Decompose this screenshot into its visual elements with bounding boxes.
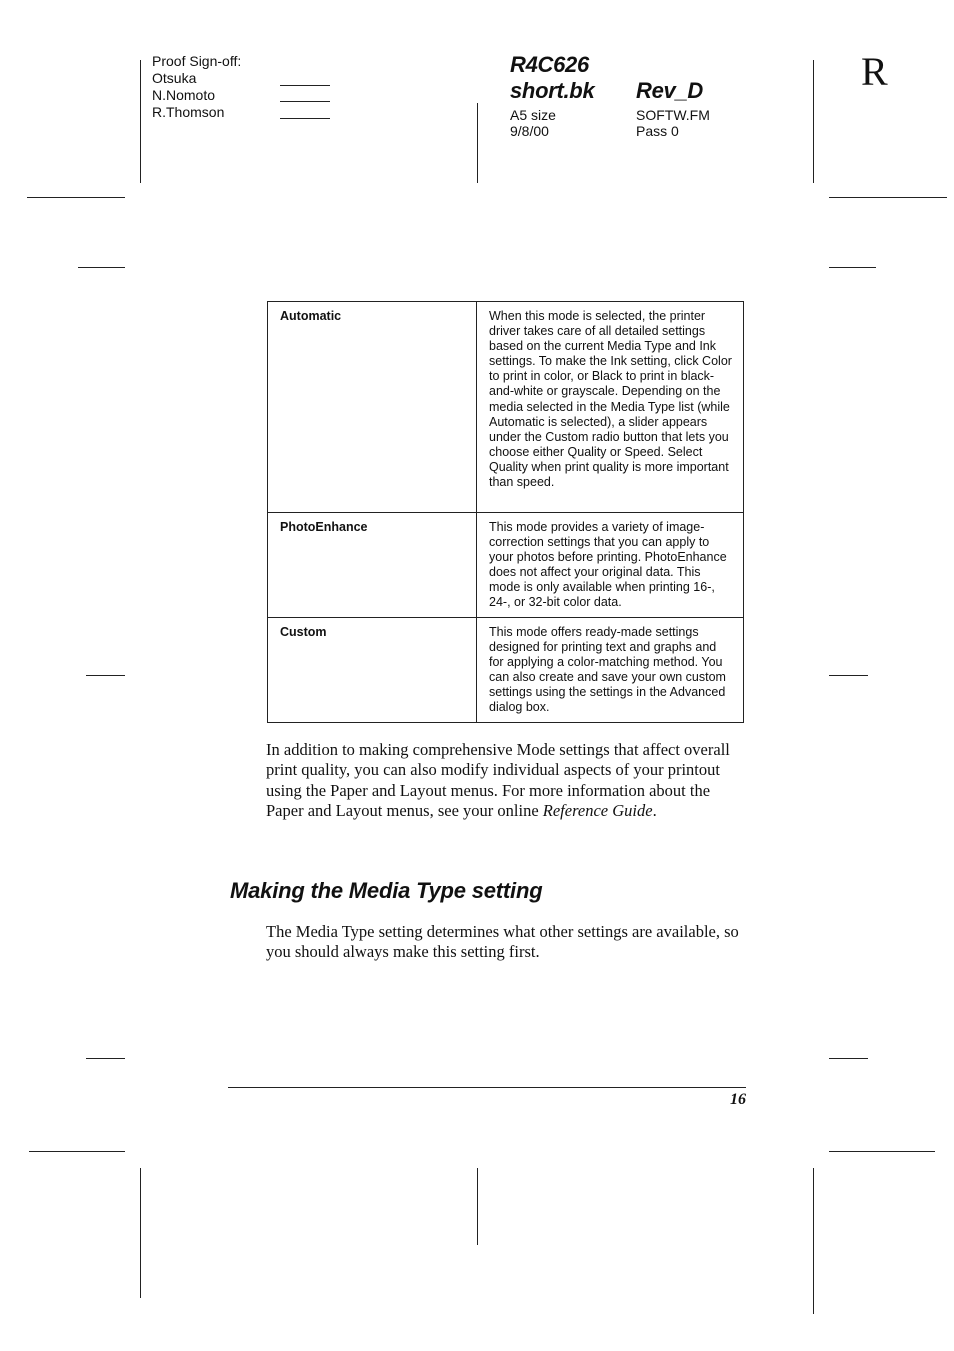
file-name: SOFTW.FM bbox=[636, 107, 710, 123]
section-heading: Making the Media Type setting bbox=[230, 878, 543, 903]
mode-name: Custom bbox=[268, 617, 477, 722]
corner-letter: R bbox=[861, 49, 888, 94]
paragraph-end: . bbox=[652, 801, 657, 821]
crop-mark bbox=[829, 267, 876, 268]
mode-table bbox=[267, 301, 744, 723]
crop-mark bbox=[829, 1058, 868, 1059]
proof-title: Proof Sign-off: bbox=[152, 53, 242, 69]
crop-mark bbox=[477, 1168, 478, 1245]
doc-date: 9/8/00 bbox=[510, 123, 549, 139]
table-row bbox=[268, 617, 744, 722]
crop-mark bbox=[140, 60, 141, 183]
proof-signoff bbox=[152, 53, 241, 121]
mode-name: PhotoEnhance bbox=[268, 513, 477, 618]
paragraph-text: In addition to making comprehensive Mode settings that affect overall print quality, you can also modify individual aspects of your printout using the Paper and Layout menus. For more information about the Paper and Layout menus, see your online bbox=[266, 740, 730, 821]
doc-meta-left bbox=[510, 107, 556, 139]
signature-line bbox=[280, 85, 330, 86]
book-code-line: R4C626 bbox=[510, 52, 589, 77]
mode-description: This mode provides a variety of image-correction settings that you can apply to your photos before printing. PhotoEnhance does not affect your original data. This mode is only available when printing 16-, 24-, or 32-bit color data. bbox=[477, 513, 744, 618]
crop-mark bbox=[477, 103, 478, 183]
crop-mark bbox=[813, 60, 814, 183]
table-row bbox=[268, 513, 744, 618]
crop-mark bbox=[829, 1151, 935, 1152]
crop-mark bbox=[29, 1151, 125, 1152]
crop-mark bbox=[78, 267, 125, 268]
crop-mark bbox=[27, 197, 125, 198]
crop-mark bbox=[86, 1058, 125, 1059]
pass-number: Pass 0 bbox=[636, 123, 679, 139]
footer-rule bbox=[228, 1087, 746, 1088]
proof-name: N.Nomoto bbox=[152, 87, 216, 103]
page-number: 16 bbox=[730, 1091, 746, 1108]
book-code-line: short.bk bbox=[510, 78, 595, 103]
doc-meta-right bbox=[636, 107, 710, 139]
signature-line bbox=[280, 101, 330, 102]
crop-mark bbox=[813, 1168, 814, 1314]
crop-mark bbox=[140, 1168, 141, 1298]
mode-name: Automatic bbox=[268, 302, 477, 513]
signature-line bbox=[280, 118, 330, 119]
mode-description: When this mode is selected, the printer driver takes care of all detailed settings based on the current Media Type and Ink settings. To make the Ink setting, click Color to print in color, or Black to print in black-and-white or grayscale. Depending on the media selected in the Media Type list (while Automatic is selected), a slider appears under the Custom radio button that lets you choose either Quality or Speed. Select Quality when print quality is more important than speed. bbox=[477, 302, 744, 513]
crop-mark bbox=[86, 675, 125, 676]
mode-description: This mode offers ready-made settings designed for printing text and graphs and for applying a color-matching method. You can also create and save your own custom settings using the settings in the Advanced dialog box. bbox=[477, 617, 744, 722]
table-row bbox=[268, 302, 744, 513]
section-paragraph: The Media Type setting determines what other settings are available, so you should always make this setting first. bbox=[266, 922, 739, 962]
book-code bbox=[510, 52, 594, 104]
crop-mark bbox=[829, 675, 868, 676]
revision: Rev_D bbox=[636, 78, 703, 103]
paper-size: A5 size bbox=[510, 107, 556, 123]
proof-name: R.Thomson bbox=[152, 104, 225, 120]
body-paragraph bbox=[266, 740, 746, 822]
crop-mark bbox=[829, 197, 947, 198]
proof-name: Otsuka bbox=[152, 70, 197, 86]
reference-guide-title: Reference Guide bbox=[542, 801, 653, 821]
